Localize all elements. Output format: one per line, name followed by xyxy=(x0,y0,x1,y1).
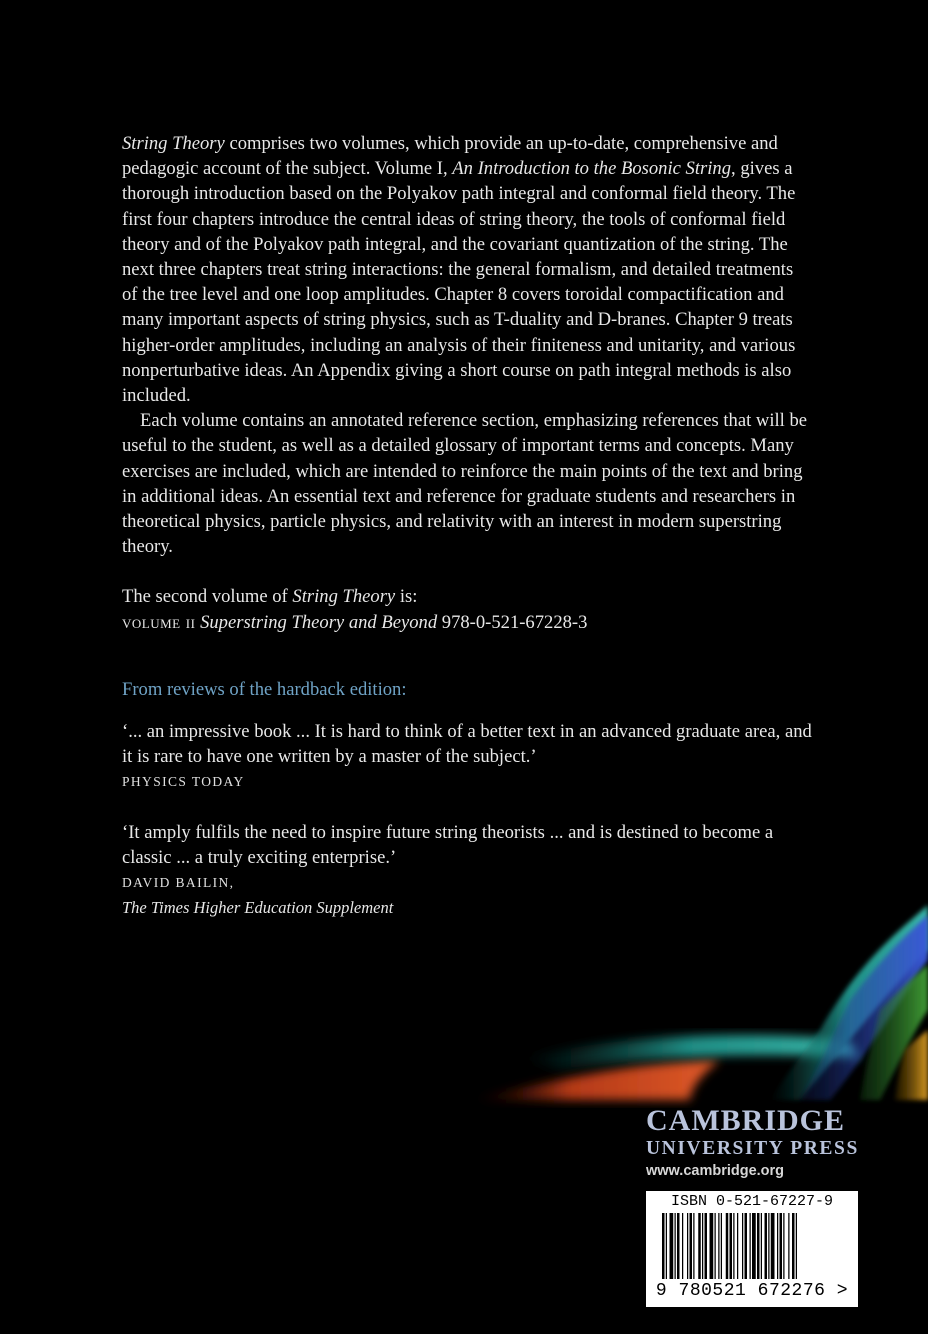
volume-2-title: Superstring Theory and Beyond xyxy=(200,611,438,633)
barcode-box xyxy=(646,1191,858,1307)
second-volume-intro: The second volume of String Theory is: xyxy=(122,586,418,608)
isbn-10-label: ISBN 0-521-67227-9 xyxy=(670,1193,834,1210)
review-source-1: PHYSICS TODAY xyxy=(122,774,245,790)
publisher-subtitle: UNIVERSITY PRESS xyxy=(646,1138,859,1159)
second-volume-entry xyxy=(122,610,812,635)
publisher-logo xyxy=(646,1106,866,1179)
ean-digits: 9 780521 672276 > xyxy=(655,1281,849,1301)
barcode-bars xyxy=(658,1213,846,1285)
series-title: String Theory xyxy=(122,133,225,154)
reviews-heading: From reviews of the hardback edition: xyxy=(122,678,407,700)
volume-2-isbn: 978-0-521-67228-3 xyxy=(441,611,588,633)
volume-label: volume ii xyxy=(122,611,196,633)
review-source-2: DAVID BAILIN, xyxy=(122,875,235,891)
volume-1-title: An Introduction to the Bosonic String xyxy=(452,158,732,180)
review-publication-2: The Times Higher Education Supplement xyxy=(122,898,394,918)
description-paragraph-2: Each volume contains an annotated reference section, emphasizing references that will be useful to the student, as well as a detailed glossary of important terms and concepts. Many exercises are included, which are intended to reinforce the main points of the text and bring in additional ideas. An essential text and reference for graduate students and researchers in theoretical physics, particle physics, and relativity with an interest in modern superstring theory. xyxy=(122,410,808,558)
review-quote-1: ‘... an impressive book ... It is hard to think of a better text in an advanced graduate area, and it is rare to have one written by a master of the subject.’ xyxy=(122,721,812,768)
publisher-url: www.cambridge.org xyxy=(646,1163,785,1179)
publisher-name: CAMBRIDGE xyxy=(646,1104,846,1137)
description-paragraph-1: String Theory comprises two volumes, which provide an up-to-date, comprehensive and pedagogic account of the subject. Volume I, An Introduction to the Bosonic String, gives a thorough introduction based on the Polyakov path integral and conformal field theory. The first four chapters introduce the central ideas of string theory, the tools of conformal field theory and of the Polyakov path integral, and the covariant quantization of the string. The next three chapters treat string interactions: the general formalism, and detailed treatments of the tree level and one loop amplitudes. Chapter 8 covers toroidal compactification and many important aspects of string physics, such as T-duality and D-branes. Chapter 9 treats higher-order amplitudes, including an analysis of their finiteness and unitarity, and various nonperturbative ideas. An Appendix giving a short course on path integral methods is also included. xyxy=(122,133,796,407)
review-quote-2: ‘It amply fulfils the need to inspire future string theorists ... and is destined to become a classic ... a truly exciting enterprise.’ xyxy=(122,821,774,868)
text-block xyxy=(122,131,812,920)
